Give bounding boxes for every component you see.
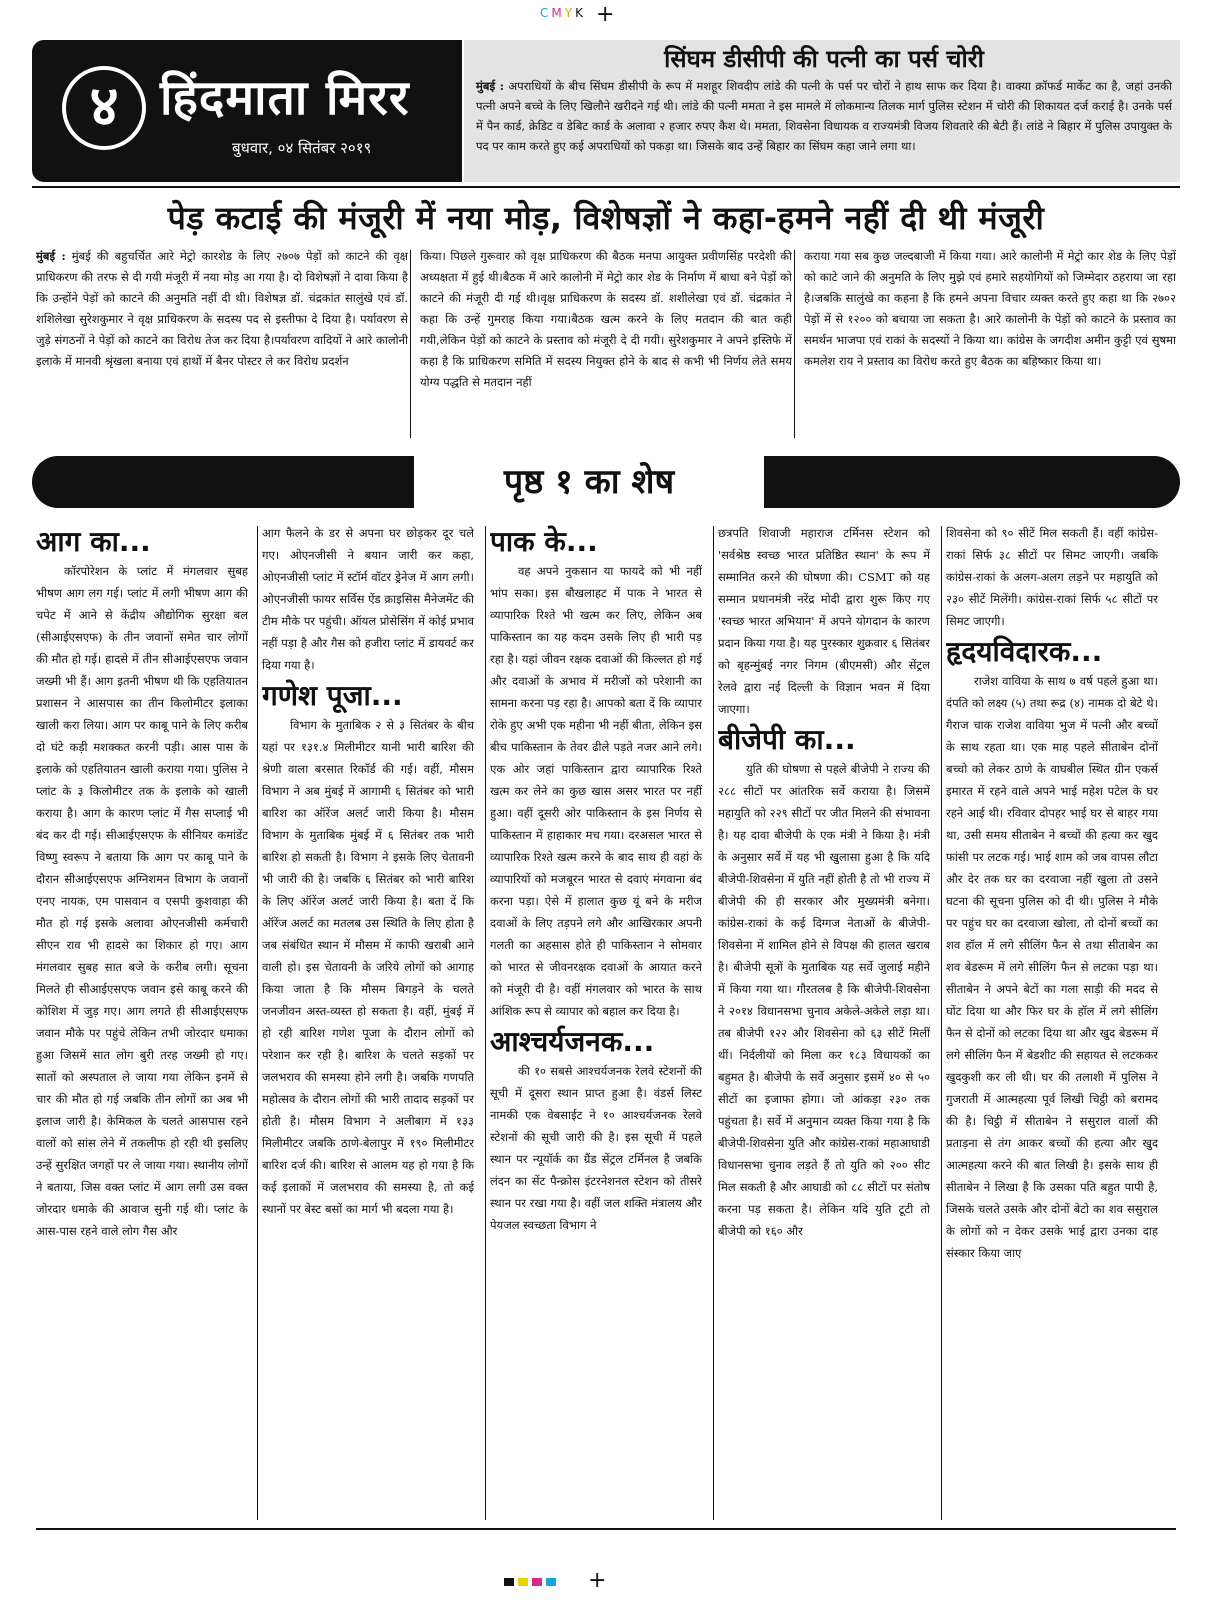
lead-story-col3: कराया गया सब कुछ जल्दबाजी में किया गया। आरे कालोनी में मेट्रो कार शेड के लिए पेड़ों को काटे जाने की अनुमति के लिए मुझे एवं हमारे सहयोगियों को जिम्मेदार ठहराया जा रहा है।जबकि सालुंखे का कहना है कि हमने अपना विचार व्यक्त करते हुए कहा था कि २७०२ पेड़ों में से १२०० को बचाया जा सकता है। आरे कालोनी के पेड़ों को काटने के प्रस्ताव का समर्थन भाजपा एवं राकां के सदस्यों ने किया था। कांग्रेस के जगदीश अमीन कुट्टी एवं सुषमा कमलेश राय ने प्रस्ताव का विरोध करते हुए बैठक का बहिष्कार किया था।	[804, 249, 1176, 368]
column-4	[718, 522, 930, 1522]
tragic-heading: हृदयविदारक...	[946, 635, 1103, 668]
ganesh-heading: गणेश पूजा...	[262, 679, 403, 712]
top-story-dateline: मुंबई :	[476, 79, 505, 93]
top-story-body: मुंबई : अपराधियों के बीच सिंघम डीसीपी के रूप में मशहूर शिवदीप लांडे की पत्नी के पर्स पर चोरों ने हाथ साफ कर दिया है। वाक्या क्रॉफर्ड मार्केट का है, जहां उनकी पत्नी अपने बच्चे के लिए खिलौने खरीदने गई थी। लांडे की पत्नी ममता ने इस मामले में लोकमान्य तिलक मार्ग पुलिस स्टेशन में चोरी की शिकायत दर्ज कराई है। उनके पर्स में पैन कार्ड, क्रेडिट व डेबिट कार्ड के अलावा २ हजार रुपए कैश थे। ममता, शिवसेना विधायक व राज्यमंत्री विजय शिवतारे की बेटी हैं। लांडे ने बिहार में पुलिस उपायुक्त के पद पर काम करते हुए कई अपराधियों को पकड़ा था। जिसके बाद उन्हें बिहार का सिंघम कहा जाने लगा था।	[476, 79, 1172, 153]
newspaper-title: हिंदमाता मिरर	[160, 70, 410, 126]
column-3	[490, 522, 702, 1522]
ganesh-text: विभाग के मुताबिक २ से ३ सितंबर के बीच यहां पर १३१.४ मिलीमीटर यानी भारी बारिश की श्रेणी वाला बरसात रिकॉर्ड की गई। वहीं, मौसम विभाग ने अब मुंबई में आगामी ६ सितंबर को भारी बारिश का ऑरेंज अलर्ट जारी किया है। मौसम विभाग के मुताबिक मुंबई में ६ सितंबर तक भारी बारिश हो सकती है। विभाग ने इसके लिए चेतावनी भी जारी की है। जबकि ६ सितंबर को भारी बारिश के लिए ऑरेंज अलर्ट जारी किया है। बता दें कि ऑरेंज अलर्ट का मतलब उस स्थिति के लिए होता है जब संबंधित स्थान में मौसम में काफी खराबी आने वाली हो। इस चेतावनी के जरिये लोगों को आगाह किया जाता है कि मौसम बिगड़ने के चलते जनजीवन अस्त-व्यस्त हो सकता है। वहीं, मुंबई में हो रही बारिश गणेश पूजा के दौरान लोगों को परेशान कर रही है। बारिश के चलते सड़कों पर जलभराव की समस्या होने लगी है। जबकि गणपति महोत्सव के दौरान लोगों की भारी तादाद सड़कों पर होती है। मौसम विभाग ने अलीबाग में १३३ मिलीमीटर जबकि ठाणे-बेलापुर में १९० मिलीमीटर बारिश दर्ज की। बारिश से आलम यह हो गया है कि कई इलाकों में जलभराव की समस्या है, तो कई स्थानों पर बेस्ट बसों का मार्ग भी बदला गया है।	[262, 718, 474, 1216]
lead-story-body	[36, 246, 1176, 442]
column-divider	[713, 526, 714, 1520]
fire-text: कॉरपोरेशन के प्लांट में मंगलवार सुबह भीषण आग लग गई। प्लांट में लगी भीषण आग की चपेट में आने से केंद्रीय औद्योगिक सुरक्षा बल (सीआईएसएफ) के तीन जवानों समेत चार लोगों की मौत हो गई। हादसे में तीन सीआईएसएफ जवान जख्मी भी हैं। आग इतनी भीषण थी कि एहतियातन प्रशासन ने आसपास का तीन किलोमीटर इलाका खाली करा लिया। आग पर काबू पाने के लिए करीब दो घंटे कड़ी मशक्कत करनी पड़ी। आस पास के इलाके को एहतियातन खाली कराया गया। पुलिस ने प्लांट के ३ किलोमीटर तक के इलाके को खाली कराया है। आग के कारण प्लांट में गैस सप्लाई भी बंद कर दी गई। सीआईएसएफ के सीनियर कमांडेंट विष्णु स्वरूप ने बताया कि आग पर काबू पाने के दौरान सीआईएसएफ अग्निशमन विभाग के जवानों एनए नायक, एम पासवान व एसपी कुशवाहा की मौत हो गई इसके अलावा ओएनजीसी कर्मचारी सीएन राव भी हादसे का शिकार हो गए। आग मंगलवार सुबह सात बजे के करीब लगी। सूचना मिलते ही सीआईएसएफ जवान इसे काबू करने की कोशिश में जुड़ गए। आग लगते ही सीआईएसएफ जवान मौके पर पहुंचे लेकिन तभी जोरदार धमाका हुआ जिसमें सात लोग बुरी तरह जख्मी हो गए। सातों को अस्पताल ले जाया गया लेकिन इनमें से चार की मौत हो गई जबकि तीन लोगों का अब भी इलाज जारी है। केमिकल के चलते आसपास रहने वालों को सांस लेने में तकलीफ हो रही थी इसलिए उन्हें सुरक्षित जगहों पर ले जाया गया। स्थानीय लोगों ने बताया, जिस वक्त प्लांट में आग लगी उस वक्त जोरदार धमाके की आवाज सुनी गई थी। प्लांट के आस-पास रहने वाले लोग गैस और	[36, 564, 248, 1238]
pak-heading: पाक के...	[490, 525, 598, 558]
column-divider	[941, 526, 942, 1520]
tragic-text: राजेश वाविया के साथ ७ वर्ष पहले हुआ था। दंपति को लक्ष्य (५) तथा रूद्र (४) नामक दो बेटे थे। गैराज चाक राजेश वाविया भुज में पत्नी और बच्चों के साथ रहता था। एक माह पहले सीताबेन दोनों बच्चो को लेकर ठाणे के वाघबील स्थित ग्रीन एकर्स इमारत में रहने वाले अपने भाई महेश पटेल के घर रहने आई थी। रविवार दोपहर भाई घर से बाहर गया था, उसी समय सीताबेन ने बच्चों की हत्या कर खुद फांसी पर लटक गई। भाई शाम को जब वापस लौटा और देर तक घर का दरवाजा नहीं खुला तो उसने घटना की सूचना पुलिस को दी थी। पुलिस ने मौके पर पहुंच घर का दरवाजा खोला, तो दोनों बच्चों का शव हॉल में लगे सीलिंग फैन से तथा सीताबेन का शव बेडरूम में लगे सीलिंग फैन से लटका पड़ा था। सीताबेन ने अपने बेटों का गला साड़ी की मदद से घोंट दिया था और फिर घर के हॉल में लगे सीलिंग फैन से दोनों को लटका दिया था और खुद बेडरूम में लगे सीलिंग फैन में बेडशीट की सहायत से लटककर खुदकुशी कर ली थी। घर की तलाशी में पुलिस ने गुजराती में आत्महत्या पूर्व लिखी चिट्ठी को बरामद की है। चिट्ठी में सीताबेन ने ससुराल वालों की प्रताड़ना से तंग आकर बच्चों की हत्या और खुद आत्महत्या करने की बात लिखी है। इसके साथ ही सीताबेन ने लिखा है कि उसका पति बहुत पापी है, जिसके चलते उसके और दोनों बेटो का शव ससुराल के लोगों को न देकर उसके भाई द्वारा उनका दाह संस्कार किया जाए	[946, 674, 1158, 1260]
lead-headline: पेड़ कटाई की मंजूरी में नया मोड़, विशेषज्ञों ने कहा-हमने नहीं दी थी मंजूरी	[167, 199, 1045, 237]
masthead	[32, 40, 462, 182]
black-swatch	[504, 1578, 514, 1586]
column-1	[36, 522, 248, 1522]
lead-story-col1: मुंबई : मुंबई की बहुचर्चित आरे मेट्रो कारशेड के लिए २७०७ पेड़ों को काटने की वृक्ष प्राधिकरण की तरफ से दी गयी मंजूरी में नया मोड़ आ गया है। दो विशेषज्ञों ने दावा किया है कि उन्होंने पेड़ों को काटने की अनुमति नहीं दी थी। विशेषज्ञ डॉ. चंद्रकांत सालुंखे एवं डॉ. शशिलेखा सुरेशकुमार ने वृक्ष प्राधिकरण के सदस्य पद से इस्तीफा दे दिया है। पर्यावरण से जुड़े संगठनों ने पेड़ों को काटने का विरोध तेज कर दिया है।पर्यावरण वादियों ने आरे कालोनी इलाके में मानवी श्रृंखला बनाया एवं हाथों में बैनर पोस्टर ले कर विरोध प्रदर्शन	[36, 249, 408, 368]
column-divider	[794, 250, 795, 438]
column-5	[946, 522, 1158, 1522]
top-story-headline: सिंघम डीसीपी की पत्नी का पर्स चोरी	[664, 45, 984, 73]
amazing-text: की १० सबसे आश्चर्यजनक रेलवे स्टेशनों की सूची में दूसरा स्थान प्राप्त हुआ है। वंडर्स लिस्ट नामकी एक वेबसाईट ने १० आश्चर्यजनक रेलवे स्टेशनों की सूची जारी की है। इस सूची में पहले स्थान पर न्यूयॉर्क का ग्रैंड सेंट्रल टर्मिनल है जबकि लंदन का सेंट पैन्क्रोस इंटरनेशनल स्टेशन को तीसरे स्थान पर रखा गया है। वहीं जल शक्ति मंत्रालय और पेयजल स्वच्छता विभाग ने	[490, 1064, 702, 1232]
page-number: ४	[62, 66, 146, 150]
yellow-swatch	[518, 1578, 528, 1586]
amazing-heading: आश्चर्यजनक...	[490, 1025, 655, 1058]
cyan-swatch	[546, 1578, 556, 1586]
column-divider	[485, 526, 486, 1520]
column-2	[262, 522, 474, 1522]
column-divider	[410, 250, 411, 438]
magenta-swatch	[532, 1578, 542, 1586]
divider	[32, 186, 1180, 188]
bjp-text: युति की घोषणा से पहले बीजेपी ने राज्य की २८८ सीटों पर आंतरिक सर्वे कराया है। जिसमें महायुति को २२९ सीटों पर जीत मिलने की संभावना है। यह दावा बीजेपी के एक मंत्री ने किया है। मंत्री के अनुसार सर्वे में यह भी खुलासा हुआ है कि यदि बीजेपी-शिवसेना में युति नहीं होती है तो भी राज्य में बीजेपी की ही सरकार और मुख्यमंत्री बनेगा। कांग्रेस-राकां के कई दिग्गज नेताओं के बीजेपी-शिवसेना में शामिल होने से विपक्ष की हालत खराब है। बीजेपी सूत्रों के मुताबिक यह सर्वे जुलाई महीने में किया गया था। गौरतलब है कि बीजेपी-शिवसेना ने २०१४ विधानसभा चुनाव अकेले-अकेले लड़ा था। तब बीजेपी १२२ और शिवसेना को ६३ सीटें मिलीं थीं। निर्दलीयों को मिला कर १८३ विधायकों का बहुमत है। बीजेपी के सर्वे अनुसार इसमें ४० से ५० सीटों का इजाफा होगा। जो आंकड़ा २३० तक पहुंचता है। सर्वे में अनुमान व्यक्त किया गया है कि बीजेपी-शिवसेना युति और कांग्रेस-राकां महाआघाडी विधानसभा चुनाव लड़ते हैं तो युति को २०० सीट मिल सकती है और आघाडी को ८८ सीटों पर संतोष करना पड़ सकता है। लेकिन यदि युति टूटी तो बीजेपी को १६० और	[718, 762, 930, 1238]
color-swatches	[504, 1578, 556, 1586]
fire-text-continued: आग फैलने के डर से अपना घर छोड़कर दूर चले गए। ओएनजीसी ने बयान जारी कर कहा, ओएनजीसी प्लांट में स्टॉर्म वॉटर ड्रेनेज में आग लगी। ओएनजीसी फायर सर्विस ऐंड क्राइसिस मैनेजमेंट की टीम मौके पर पहुंची। ऑयल प्रोसेसिंग में कोई प्रभाव नहीं पड़ा है और गैस को हजीरा प्लांट में डायवर्ट कर दिया गया है।	[262, 526, 474, 672]
top-story	[464, 40, 1180, 182]
bjp-heading: बीजेपी का...	[718, 723, 856, 756]
column-divider	[257, 526, 258, 1520]
lead-story-col2: किया। पिछले गुरूवार को वृक्ष प्राधिकरण की बैठक मनपा आयुक्त प्रवीणसिंह परदेशी की अध्यक्षता में हुई थी।बैठक में आरे कालोनी में मेट्रो कार शेड के निर्माण में बाधा बने पेड़ों को काटने की मंजूरी दी गई थी।वृक्ष प्राधिकरण के सदस्य डॉ. शशीलेखा एवं डॉ. चंद्रकांत ने कहा कि उन्हें गुमराह किया गया।बैठक खत्म करने के लिए मतदान की बात कही गयी,लेकिन पेड़ों को काटने के प्रस्ताव को मंजूरी दे दी गयी। सुरेशकुमार ने अपने इस्तिफे में कहा है कि प्राधिकरण समिति में सदस्य नियुक्त होने के बाद से कभी भी निर्णय लेते समय योग्य पद्धति से मतदान नहीं	[420, 249, 792, 389]
cmyk-marker: CMYK	[540, 6, 586, 20]
fire-heading: आग का...	[36, 525, 151, 558]
issue-date: बुधवार, ०४ सितंबर २०१९	[232, 139, 372, 157]
pak-text: वह अपने नुकसान या फायदे को भी नहीं भांप सका। इस बौखलाहट में पाक ने भारत से व्यापारिक रिश्ते भी खत्म कर लिए, लेकिन अब पाकिस्तान का यह कदम उसके लिए ही भारी पड़ रहा है। यहां जीवन रक्षक दवाओं की किल्लत हो गई और दवाओं के अभाव में मरीजों को परेशानी का सामना करना पड़ रहा है। आपको बता दें कि व्यापार रोके हुए अभी एक महीना भी नहीं बीता, लेकिन इस बीच पाकिस्तान के तेवर ढीले पड़ते नजर आने लगे। एक ओर जहां पाकिस्तान द्वारा व्यापारिक रिश्ते खत्म कर लेने का कुछ खास असर भारत पर नहीं हुआ। वहीं दूसरी ओर पाकिस्तान के इस निर्णय से पाकिस्तान में हाहाकार मच गया। दरअसल भारत से व्यापारिक रिश्ते खत्म करने के बाद साथ ही वहां के व्यापारियों को मजबूरन भारत से दवाएं मंगवाना बंद करना पड़ा। ऐसे में हालात कुछ यूं बने के मरीज दवाओं के लिए तड़पने लगे और आखिरकार अपनी गलती का अहसास होते ही पाकिस्तान ने सोमवार को भारत से जीवनरक्षक दवाओं के आयात करने को मंजूरी दी है। वहीं मंगलवार को भारत के साथ आंशिक रूप से व्यापार को बहाल कर दिया है।	[490, 564, 702, 1018]
continued-stories	[36, 522, 1176, 1522]
registration-cross-bottom: +	[588, 1568, 607, 1593]
section-banner: पृष्ठ १ का शेष	[414, 456, 764, 508]
registration-cross-top: +	[596, 2, 615, 27]
lead-dateline: मुंबई :	[36, 249, 66, 263]
bottom-divider	[36, 1528, 1176, 1530]
amazing-text-continued: छत्रपति शिवाजी महाराज टर्मिनस स्टेशन को 'सर्वश्रेष्ठ स्वच्छ भारत प्रतिष्ठित स्थान' के रूप में सम्मानित करने की घोषणा की। CSMT को यह सम्मान प्रधानमंत्री नरेंद्र मोदी द्वारा शुरू किए गए 'स्वच्छ भारत अभियान' में अपने योगदान के कारण प्रदान किया गया है। यह पुरस्कार शुक्रवार ६ सितंबर को बृहन्मुंबई नगर निगम (बीएमसी) और सेंट्रल रेलवे द्वारा नई दिल्ली के विज्ञान भवन में दिया जाएगा।	[718, 526, 930, 716]
bjp-text-continued: शिवसेना को ९० सीटें मिल सकती हैं। वहीं कांग्रेस-राकां सिर्फ ३८ सीटों पर सिमट जाएगी। जबकि कांग्रेस-राकां के अलग-अलग लड़ने पर महायुति को २३० सीटें मिलेंगी। कांग्रेस-राकां सिर्फ ५८ सीटों पर सिमट जाएगी।	[946, 526, 1158, 628]
